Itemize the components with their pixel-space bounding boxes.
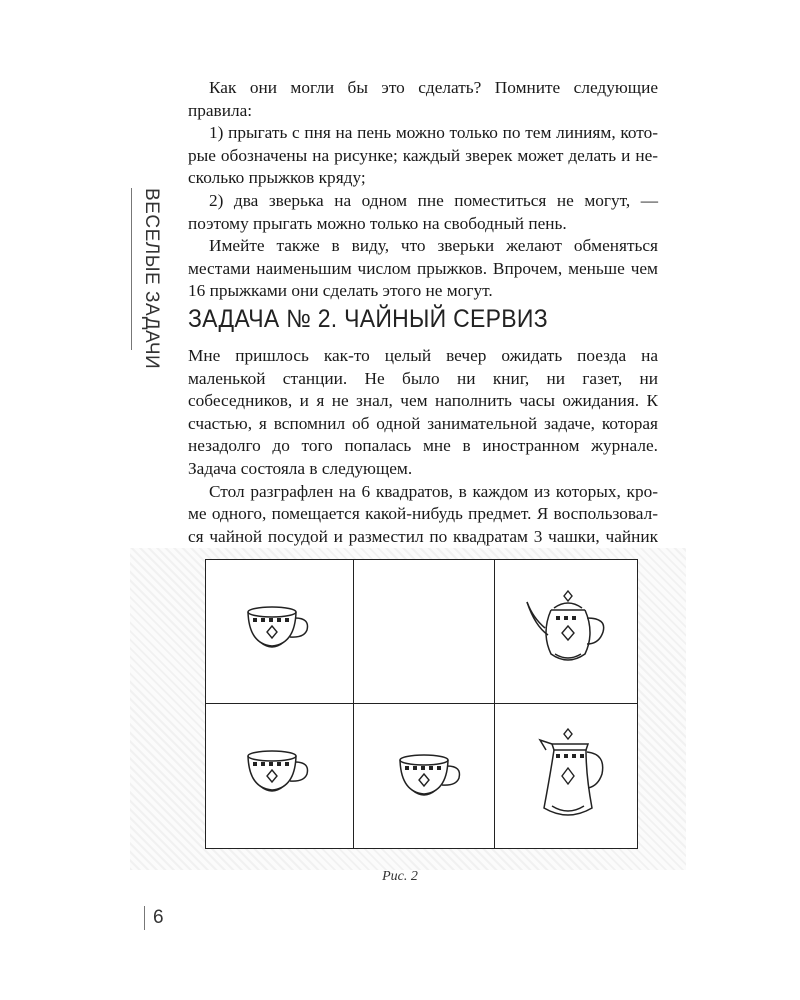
grid-cell-cup <box>354 704 495 848</box>
grid-cell-milk-jug <box>495 704 637 848</box>
body-text <box>188 345 658 571</box>
milk-jug-icon <box>530 726 610 826</box>
cup-icon <box>396 752 466 802</box>
running-header: ВЕСЕЛЫЕ ЗАДАЧИ <box>141 188 162 370</box>
intro-text <box>188 77 658 303</box>
paragraph: Мне пришлось как-то целый вечер ожидать поезда на маленькой станции. Не было ни книг, ни газет, ни собеседников, и я не знал, чем наполнить часы ожидания. К счастью, я вспомнил об одной занимательной задаче, которая незадолго до того попалась мне в иностранном журнале. Задача состояла в следующем. <box>188 346 658 478</box>
figure-grid <box>205 559 638 849</box>
grid-cell-teapot <box>495 560 637 704</box>
paragraph: Стол разграфлен на 6 квадратов, в каждом из которых, кроме одного, помещается какой-нибудь предмет. Я воспользовался чайной посудой и разместил по квадратам 3 чашки, чайник <box>188 481 658 546</box>
cup-icon <box>244 748 314 798</box>
cup-icon <box>244 604 314 654</box>
grid-cell-empty <box>354 560 495 704</box>
section-title: ЗАДАЧА № 2. ЧАЙНЫЙ СЕРВИЗ <box>188 305 548 333</box>
grid-cell-cup <box>206 704 354 848</box>
paragraph: 1) прыгать с пня на пень можно только по тем линиям, которые обозначены на рисунке; каждый зверек может делать и несколько прыжков кряду; <box>188 123 658 188</box>
page-number: 6 <box>144 906 164 930</box>
teapot-icon <box>523 588 613 668</box>
paragraph: 2) два зверька на одном пне поместиться не могут, — поэтому прыгать можно только на свободный пень. <box>188 190 658 233</box>
grid-cell-cup <box>206 560 354 704</box>
paragraph: Имейте также в виду, что зверьки желают обменяться местами наименьшим числом прыжков. Впрочем, меньше чем 16 прыжками они сделать этого не могут. <box>188 236 658 301</box>
paragraph: Как они могли бы это сделать? Помните следующие правила: <box>188 78 658 120</box>
figure-caption: Рис. 2 <box>382 869 418 884</box>
